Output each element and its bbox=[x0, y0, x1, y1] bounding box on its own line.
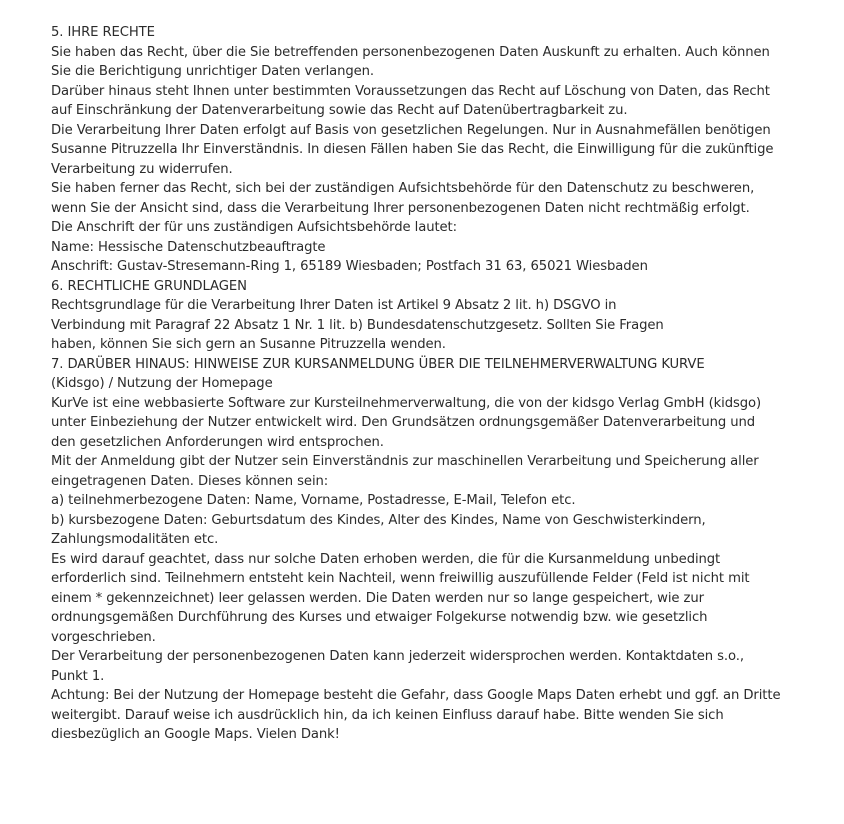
text-line: Sie die Berichtigung unrichtiger Daten verlangen. bbox=[51, 64, 375, 79]
privacy-policy-text bbox=[51, 23, 791, 745]
text-line: Die Anschrift der für uns zuständigen Aufsichtsbehörde lautet: bbox=[51, 220, 457, 235]
section-5-heading: 5. IHRE RECHTE bbox=[51, 25, 155, 40]
text-line: Susanne Pitruzzella Ihr Einverständnis. In diesen Fällen haben Sie das Recht, die Einwilligung für die zukünftige bbox=[51, 142, 774, 157]
text-line: Darüber hinaus steht Ihnen unter bestimmten Voraussetzungen das Recht auf Löschung von Daten, das Recht bbox=[51, 83, 770, 99]
text-line: KurVe ist eine webbasierte Software zur Kursteilnehmerverwaltung, die von der kidsgo Verlag GmbH (kidsgo) bbox=[51, 395, 762, 411]
text-line: weitergibt. Darauf weise ich ausdrücklich hin, da ich keinen Einfluss darauf habe. Bitte wenden Sie sich bbox=[51, 707, 724, 723]
text-line: Die Verarbeitung Ihrer Daten erfolgt auf Basis von gesetzlichen Regelungen. Nur in Ausnahmefällen benötigen bbox=[51, 122, 771, 138]
text-line: Punkt 1. bbox=[51, 668, 105, 684]
authority-name: Name: Hessische Datenschutzbeauftragte bbox=[51, 239, 326, 255]
text-line: Achtung: Bei der Nutzung der Homepage besteht die Gefahr, dass Google Maps Daten erhebt und ggf. an Dritte bbox=[51, 688, 781, 703]
section-7-heading: 7. DARÜBER HINAUS: HINWEISE ZUR KURSANMELDUNG ÜBER DIE TEILNEHMERVERWALTUNG KURVE bbox=[51, 356, 705, 372]
text-line: Es wird darauf geachtet, dass nur solche Daten erhoben werden, die für die Kursanmeldung unbedingt bbox=[51, 551, 721, 567]
text-line: Verbindung mit Paragraf 22 Absatz 1 Nr. 1 lit. b) Bundesdatenschutzgesetz. Sollten Sie Fragen bbox=[51, 317, 664, 333]
text-line: eingetragenen Daten. Dieses können sein: bbox=[51, 473, 329, 489]
text-line: auf Einschränkung der Datenverarbeitung sowie das Recht auf Datenübertragbarkeit zu. bbox=[51, 103, 628, 118]
text-line: Sie haben ferner das Recht, sich bei der zuständigen Aufsichtsbehörde für den Datenschutz zu beschweren, bbox=[51, 181, 755, 196]
text-line: vorgeschrieben. bbox=[51, 629, 156, 645]
text-line: den gesetzlichen Anforderungen wird entsprochen. bbox=[51, 434, 384, 450]
text-line: ordnungsgemäßen Durchführung des Kurses und etwaiger Folgekurse notwendig bzw. wie gesetzlich bbox=[51, 610, 708, 625]
text-line: Zahlungsmodalitäten etc. bbox=[51, 532, 219, 547]
text-line: diesbezüglich an Google Maps. Vielen Dank! bbox=[51, 727, 340, 742]
text-line: Der Verarbeitung der personenbezogenen Daten kann jederzeit widersprochen werden. Kontaktdaten s.o., bbox=[51, 649, 744, 664]
text-line: Sie haben das Recht, über die Sie betreffenden personenbezogenen Daten Auskunft zu erhalten. Auch können bbox=[51, 44, 770, 60]
list-item: a) teilnehmerbezogene Daten: Name, Vorname, Postadresse, E-Mail, Telefon etc. bbox=[51, 493, 576, 508]
text-line: haben, können Sie sich gern an Susanne Pitruzzella wenden. bbox=[51, 337, 446, 352]
section-7-subheading: (Kidsgo) / Nutzung der Homepage bbox=[51, 376, 273, 391]
text-line: Mit der Anmeldung gibt der Nutzer sein Einverständnis zur maschinellen Verarbeitung und Speicherung aller bbox=[51, 454, 759, 469]
text-line: wenn Sie der Ansicht sind, dass die Verarbeitung Ihrer personenbezogenen Daten nicht rechtmäßig erfolgt. bbox=[51, 200, 750, 216]
list-item: b) kursbezogene Daten: Geburtsdatum des Kindes, Alter des Kindes, Name von Geschwisterkindern, bbox=[51, 512, 706, 528]
text-line: einem * gekennzeichnet) leer gelassen werden. Die Daten werden nur so lange gespeichert, wie zur bbox=[51, 590, 704, 606]
text-line: Rechtsgrundlage für die Verarbeitung Ihrer Daten ist Artikel 9 Absatz 2 lit. h) DSGVO in bbox=[51, 298, 617, 313]
text-line: Verarbeitung zu widerrufen. bbox=[51, 161, 233, 177]
section-6-heading: 6. RECHTLICHE GRUNDLAGEN bbox=[51, 278, 247, 294]
authority-address: Anschrift: Gustav-Stresemann-Ring 1, 65189 Wiesbaden; Postfach 31 63, 65021 Wiesbaden bbox=[51, 259, 648, 274]
text-line: erforderlich sind. Teilnehmern entsteht kein Nachteil, wenn freiwillig auszufüllende Felder (Feld ist nicht mit bbox=[51, 571, 750, 586]
text-line: unter Einbeziehung der Nutzer entwickelt wird. Den Grundsätzen ordnungsgemäßer Datenverarbeitung und bbox=[51, 415, 756, 430]
